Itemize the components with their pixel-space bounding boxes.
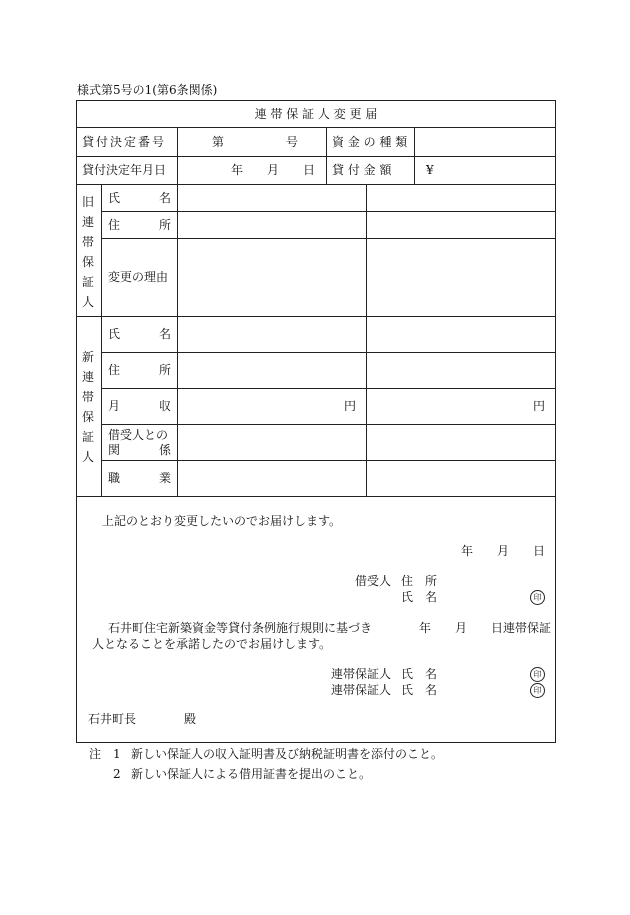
statement-text: 上記のとおり変更したいのでお届けします。 [102, 514, 342, 528]
loan-date-month: 月 [267, 163, 280, 177]
borrower-label: 借受人 [355, 574, 392, 588]
loan-number-prefix: 第 [212, 135, 225, 149]
relation-label-2a: 関 [108, 443, 121, 457]
submit-date-month: 月 [497, 544, 510, 558]
old-guarantor-section-label: 旧 連 帯 保 証 人 [81, 195, 94, 309]
guarantor-2-name-label: 氏 名 [401, 683, 438, 697]
note-1-text: 新しい保証人の収入証明書及び納税証明書を添付のこと。 [131, 747, 444, 761]
form-number: 様式第5号の1(第6条関係) [77, 83, 218, 97]
old-address-label-2: 所 [159, 218, 172, 232]
job-label-1: 職 [108, 471, 121, 485]
new-name-label-1: 氏 [108, 327, 121, 341]
old-address-label-1: 住 [108, 218, 121, 232]
loan-date-day: 日 [303, 163, 316, 177]
new-address-label-2: 所 [159, 363, 172, 377]
relation-label-2b: 係 [159, 443, 172, 457]
income-yen-unit-left: 円 [344, 399, 357, 413]
old-name-label-1: 氏 [108, 191, 121, 205]
consent-year: 年 [419, 621, 432, 635]
income-label-2: 収 [159, 399, 172, 413]
income-label-1: 月 [108, 399, 121, 413]
old-name-label-2: 名 [159, 191, 172, 205]
borrower-address-label: 住 所 [401, 574, 438, 588]
loan-number-label: 貸付決定番号 [82, 135, 167, 149]
borrower-seal-icon: 印 [530, 590, 545, 605]
consent-text-2: 人となることを承諾したのでお届けします。 [92, 637, 332, 651]
job-label-2: 業 [159, 471, 172, 485]
submit-date-year: 年 [461, 544, 474, 558]
yen-sign: ¥ [426, 163, 434, 177]
note-1-number: 1 [113, 747, 121, 761]
borrower-name-label: 氏 名 [401, 590, 438, 604]
change-reason-label: 変更の理由 [108, 270, 169, 284]
consent-month: 月 [455, 621, 468, 635]
new-guarantor-section-label: 新 連 帯 保 証 人 [81, 350, 94, 464]
loan-amount-label: 貸 付 金 額 [332, 163, 392, 177]
loan-date-label: 貸付決定年月日 [82, 163, 167, 177]
relation-label-1: 借受人との [108, 428, 169, 442]
loan-number-suffix: 号 [286, 135, 299, 149]
new-name-label-2: 名 [159, 327, 172, 341]
form-title: 連 帯 保 証 人 変 更 届 [254, 107, 378, 121]
guarantor-2-seal-icon: 印 [530, 683, 545, 698]
note-2-text: 新しい保証人による借用証書を提出のこと。 [131, 767, 372, 781]
loan-date-year: 年 [231, 163, 244, 177]
new-address-label-1: 住 [108, 363, 121, 377]
consent-text-1: 石井町住宅新築資金等貸付条例施行規則に基づき [108, 621, 373, 635]
honorific: 殿 [184, 712, 197, 726]
guarantor-1-label: 連帯保証人 [331, 667, 392, 681]
guarantor-1-seal-icon: 印 [530, 667, 545, 682]
addressee: 石井町長 [88, 712, 137, 726]
fund-type-label: 資 金 の 種 類 [332, 135, 408, 149]
submit-date-day: 日 [533, 544, 546, 558]
consent-day-tail: 日連帯保証 [491, 621, 552, 635]
guarantor-2-label: 連帯保証人 [331, 683, 392, 697]
income-yen-unit-right: 円 [533, 399, 546, 413]
guarantor-1-name-label: 氏 名 [401, 667, 438, 681]
note-2-number: 2 [113, 767, 121, 781]
notes-prefix: 注 [89, 747, 102, 761]
